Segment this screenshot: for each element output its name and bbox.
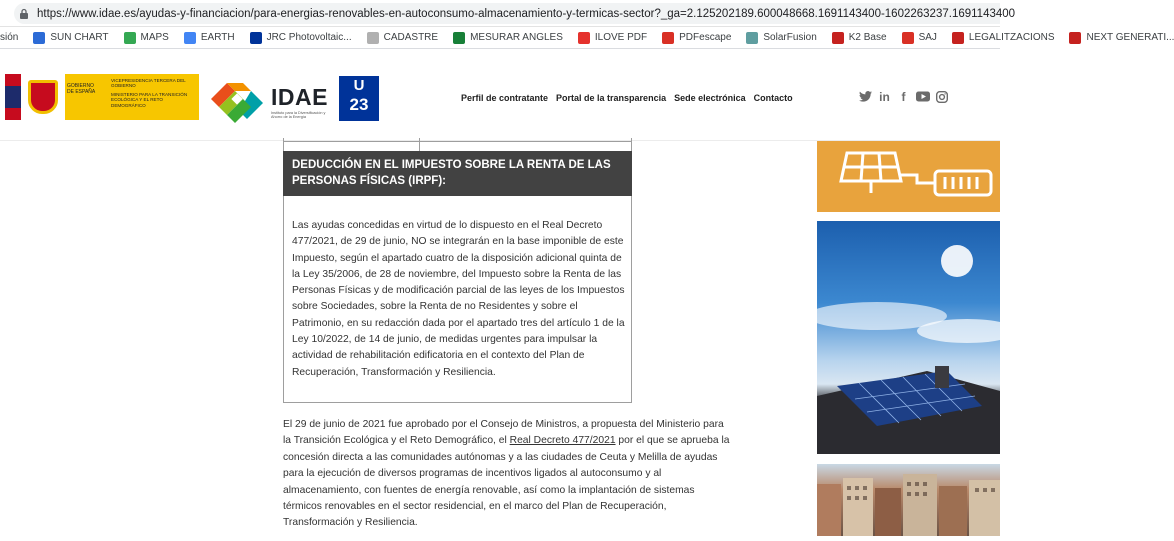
eu-flag-icon [250,32,262,44]
bookmark-item[interactable] [662,32,731,44]
lock-icon[interactable] [19,7,29,21]
spain-crest-icon [21,74,65,120]
irpf-body-text: Las ayudas concedidas en virtud de lo dispuesto en el Real Decreto 477/2021, de 29 de junio, NO se integrarán en la base imponible de este Impuesto, según el apartado cuatro de la disposición adicional quinta de la Ley 35/2006, de 28 de noviembre, del Impuesto sobre la Renta de las Personas Físicas y de modificación parcial de las leyes de los Impuestos sobre Sociedades, sobre la Renta de no Residentes y sobre el Patrimonio, en su redacción dada por el apartado tres del artículo 1 de la Ley 10/2022, de 14 de junio, de medidas urgentes para impulsar la actividad de rehabilitación edificatoria en el contexto del Plan de Recuperación, Transformación y Resiliencia. [292,220,625,378]
nav-contacto[interactable]: Contacto [753,93,793,103]
social-links [859,90,954,103]
bookmark-item[interactable] [578,32,647,44]
next-gen-icon [1069,32,1081,44]
idae-logo[interactable] [207,76,331,122]
bookmark-label: MESURAR ANGLES [470,32,563,43]
top-nav [461,93,801,103]
ministry-label [111,78,197,108]
gobierno-label: GOBIERNO DE ESPAÑA [67,83,96,95]
main-paragraph [283,417,733,532]
solar-battery-card[interactable] [817,141,1000,212]
nav-perfil-contratante[interactable]: Perfil de contratante [461,93,549,103]
bookmark-item[interactable] [33,32,108,44]
angles-icon [453,32,465,44]
bookmark-label: K2 Base [848,32,887,43]
saj-icon [902,32,914,44]
solarfusion-icon [746,32,758,44]
bookmark-item[interactable] [250,32,352,44]
maps-icon [124,32,136,44]
k2-icon [832,32,844,44]
bookmark-label: CADASTRE [383,32,439,43]
solar-roof-photo[interactable] [817,221,1000,454]
bookmark-label: SAJ [918,32,937,43]
bookmark-item[interactable] [453,32,563,44]
solar-roof-image [817,221,1000,454]
bookmark-label: LEGALITZACIONS [968,32,1055,43]
irpf-heading: DEDUCCIÓN EN EL IMPUESTO SOBRE LA RENTA DE LAS PERSONAS FÍSICAS (IRPF): [283,151,632,196]
main-paragraph-text-1: El 29 de junio de 2021 fue aprobado por el Consejo de Ministros, a propuesta del Ministerio para la Transición Ecológica y el Reto Demográfico, el [283,419,724,447]
facebook-icon[interactable]: f [901,89,906,104]
bookmark-label: SUN CHART [50,32,109,43]
nav-sede-electronica[interactable]: Sede electrónica [674,93,746,103]
main-paragraph-text-2: por el que se aprueba la concesión directa a las comunidades autónomas y a las ciudades de Ceuta y Melilla de ayudas para la ejecución de diversos programas de incentivos ligados al autoconsumo y al almacenamiento, con fuentes de energía renovable, así como la implantación de sistemas térmicos renovables en el sector residencial, en el marco del Plan de Recuperación, Transformación y Resiliencia. [283,435,730,529]
instagram-icon[interactable] [935,90,948,103]
u23-bottom: 23 [349,95,369,114]
bookmark-label: PDFescape [679,32,732,43]
bookmark-item[interactable] [367,32,438,44]
bookmark-item[interactable] [902,32,937,44]
idae-mark-icon [207,76,267,122]
heart-icon [578,32,590,44]
bookmark-label: SolarFusion [763,32,817,43]
gobierno-espana-logo[interactable] [5,74,199,120]
ministry-block [65,74,199,120]
bookmark-label: NEXT GENERATI... [1086,32,1174,43]
bookmark-label: EARTH [200,32,235,43]
site-header [0,49,1000,141]
bookmark-item[interactable] [952,32,1055,44]
bookmark-label: ILOVE PDF [594,32,648,43]
bookmark-label: sión [0,32,19,43]
real-decreto-link[interactable]: Real Decreto 477/2021 [509,435,616,447]
browser-url-bar [0,0,1016,27]
eu-stars-strip [5,74,21,120]
bookmark-item[interactable] [124,32,169,44]
bookmark-item[interactable] [0,32,18,44]
linkedin-icon[interactable]: in [879,89,890,104]
nav-portal-transparencia[interactable]: Portal de la transparencia [556,93,667,103]
url-text[interactable]: https://www.idae.es/ayudas-y-financiacion/para-energias-renovables-en-autoconsumo-almacenamiento-y-termicas-sector?_ga=2.125202189.600048668.1691143400-1602263237.1691143400 [37,7,1016,20]
pdf-icon [662,32,674,44]
cadastre-icon [367,32,379,44]
bookmark-item[interactable] [184,32,235,44]
sun-chart-icon [33,32,45,44]
bookmark-item[interactable] [832,32,887,44]
bookmark-label: JRC Photovoltaic... [266,32,352,43]
solar-battery-icon [817,141,1000,212]
u23-logo[interactable] [339,76,379,121]
twitter-icon[interactable] [859,90,872,103]
idae-wordmark: IDAE [271,84,328,110]
earth-icon [184,32,196,44]
city-photo[interactable] [817,464,1000,536]
address-field[interactable] [14,3,1016,24]
idae-subtitle: Instituto para la Diversificación y Ahorro de la Energía [271,111,326,120]
bookmarks-bar [0,27,1174,49]
vicepresidencia-label: VICEPRESIDENCIA TERCERA DEL GOBIERNO [111,78,186,89]
bookmark-item[interactable] [1069,32,1174,44]
u23-top: U [353,77,365,94]
bookmark-item[interactable] [746,32,816,44]
ministerio-label: MINISTERIO PARA LA TRANSICIÓN ECOLÓGICA Y EL RETO DEMOGRÁFICO [111,91,188,108]
city-image [817,464,1000,536]
bookmark-label: MAPS [140,32,169,43]
youtube-icon[interactable] [916,90,929,103]
legal-icon [952,32,964,44]
